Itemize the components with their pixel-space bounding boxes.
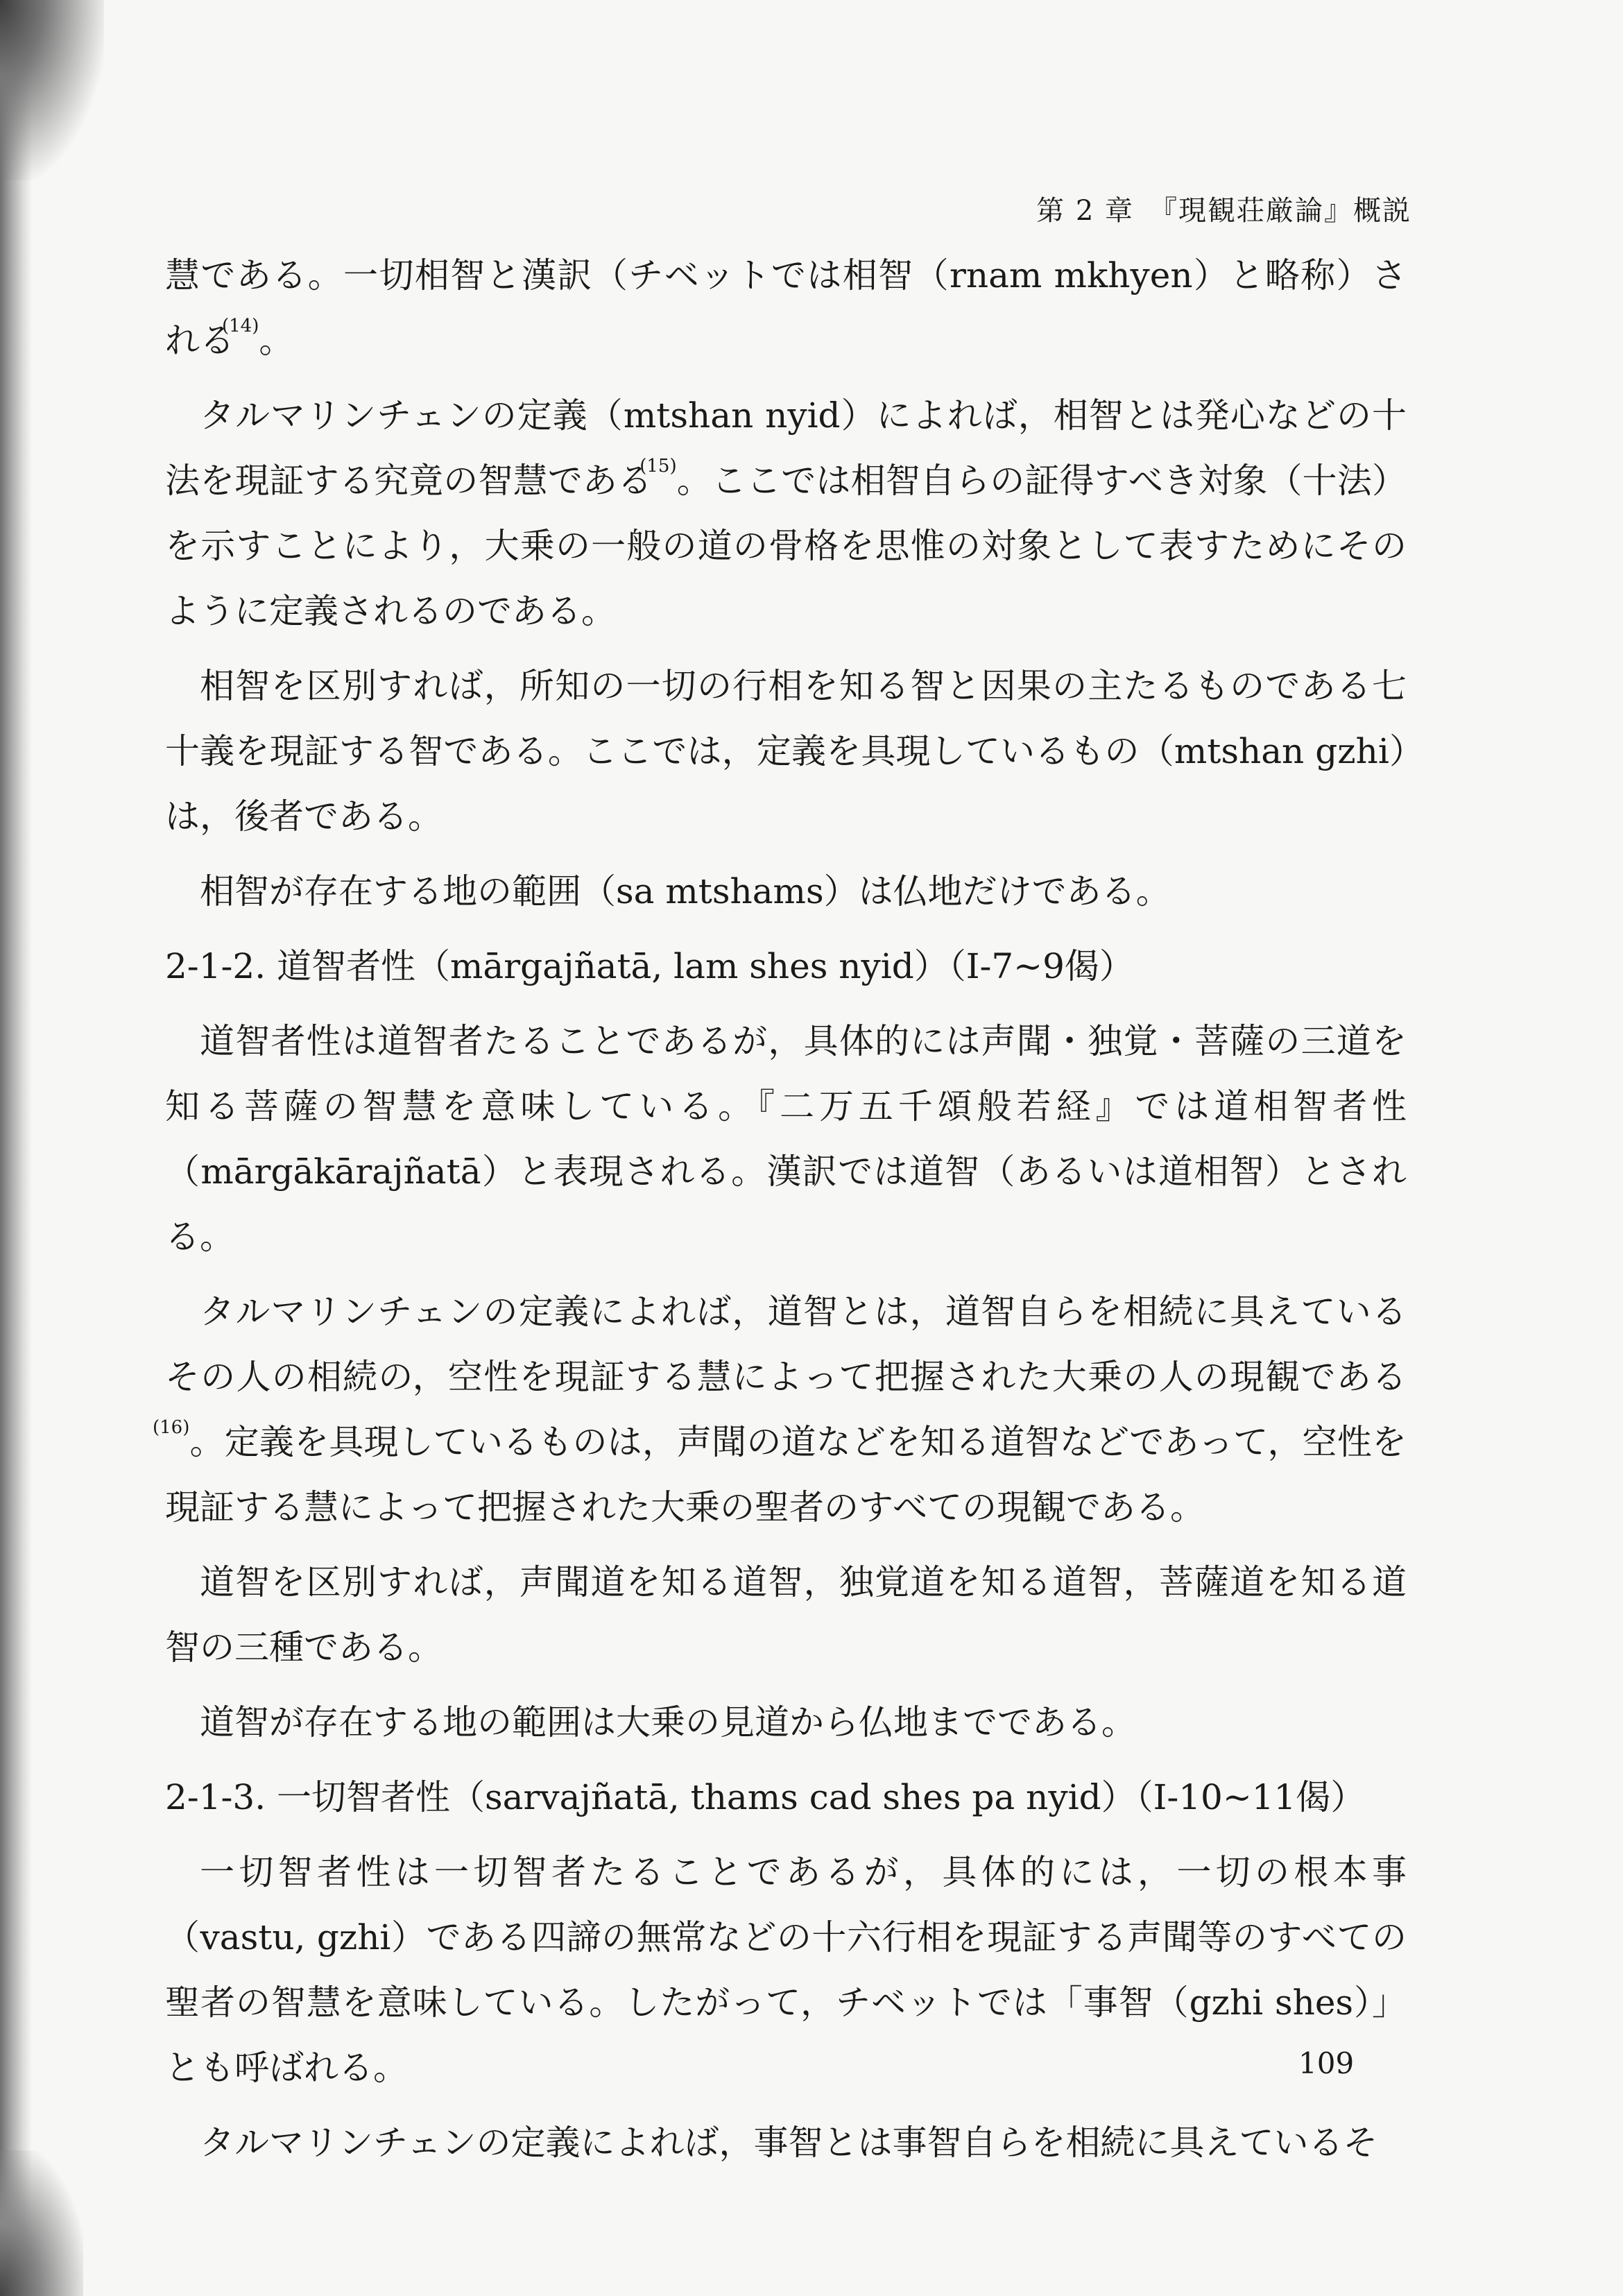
paragraph-1-text: 慧である。一切相智と漢訳（チベットでは相智（rnam mkhyen）と略称）される [165,255,1407,361]
body-text [153,243,1407,2185]
paragraph-3: 相智を区別すれば，所知の一切の行相を知る智と因果の主たるものである七十義を現証する智である。ここでは，定義を具現しているもの（mtshan gzhi）は，後者である。 [165,666,1407,837]
paragraph-8: 道智が存在する地の範囲は大乗の見道から仏地までである。 [200,1702,1136,1742]
paragraph-6-rest: 。定義を具現しているものは，声聞の道などを知る道智などであって，空性を現証する慧によって把握された大乗の聖者のすべての現観である。 [165,1422,1407,1527]
paragraph-7: 道智を区別すれば，声聞道を知る道智，独覚道を知る道智，菩薩道を知る道智の三種である。 [165,1562,1407,1668]
paragraph-1 [165,243,1407,373]
scan-shadow-top-corner [0,0,104,180]
paragraph-2-text: タルマリンチェンの定義（mtshan nyid）によれば，相智とは発心などの十法を現証する究竟の智慧である [165,395,1407,501]
page-number: 109 [1298,2046,1355,2080]
scan-shadow-bottom-corner [0,2150,83,2296]
paragraph-5: 道智者性は道智者たることであるが，具体的には声聞・独覚・菩薩の三道を知る菩薩の智慧を意味している。『二万五千頌般若経』では道相智者性（mārgākārajñatā）と表現される。漢訳では道智（あるいは道相智）とされる。 [165,1021,1407,1257]
paragraph-9: 一切智者性は一切智者たることであるが，具体的には，一切の根本事（vastu, gzhi）である四諦の無常などの十六行相を現証する声聞等のすべての聖者の智慧を意味している。したがって，チベットでは「事智（gzhi shes）」とも呼ばれる。 [165,1852,1407,2088]
footnote-marker-14: (14) [222,316,259,336]
paragraph-6 [153,1279,1407,1540]
footnote-marker-15: (15) [639,456,677,477]
paragraph-6-text: タルマリンチェンの定義によれば，道智とは，道智自らを相続に具えているその人の相続の，空性を現証する慧によって把握された大乗の人の現観である [165,1292,1407,1397]
paragraph-1-end: 。 [259,320,294,361]
scan-shadow-left [0,0,32,2296]
paragraph-4: 相智が存在する地の範囲（sa mtshams）は仏地だけである。 [200,871,1171,911]
running-header: 第 2 章 『現観荘厳論』概説 [1036,195,1411,227]
paragraph-2 [165,383,1407,644]
section-heading-2-1-2: 2-1-2. 道智者性（mārgajñatā, lam shes nyid）（I-7~9偈） [165,946,1134,986]
paragraph-10: タルマリンチェンの定義によれば，事智とは事智自らを相続に具えているそ [200,2123,1378,2163]
paragraph-2-rest: 。ここでは相智自らの証得すべき対象（十法）を示すことにより，大乗の一般の道の骨格を思惟の対象として表すためにそのように定義されるのである。 [165,461,1407,631]
section-heading-2-1-3: 2-1-3. 一切智者性（sarvajñatā, thams cad shes pa nyid）（I-10~11偈） [165,1777,1366,1817]
footnote-marker-16: (16) [153,1417,190,1438]
